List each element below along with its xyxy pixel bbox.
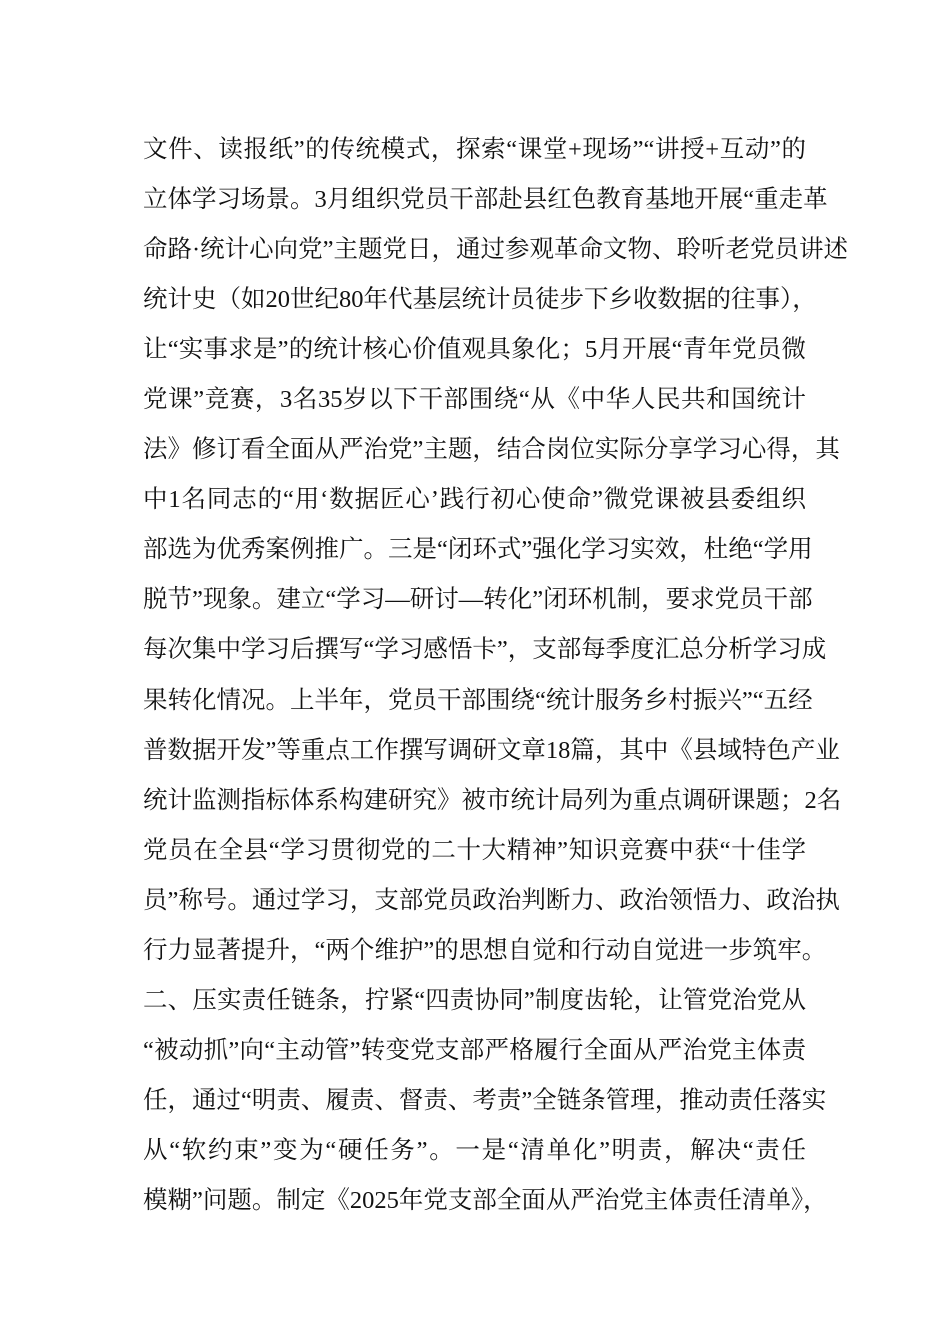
text-line: 果转化情况。上半年，党员干部围绕“统计服务乡村振兴”“五经 — [143, 686, 813, 714]
text-line: 立体学习场景。3月组织党员干部赴县红色教育基地开展“重走革 — [143, 186, 828, 214]
text-line: 中1名同志的“用‘数据匠心’践行初心使命”微党课被县委组织 — [143, 486, 806, 514]
text-line: 模糊”问题。制定《2025年党支部全面从严治党主体责任清单》， — [143, 1186, 828, 1214]
text-line: 让“实事求是”的统计核心价值观具象化；5月开展“青年党员微 — [143, 336, 806, 364]
section-heading-line: 二、压实责任链条，拧紧“四责协同”制度齿轮，让管党治党从 — [143, 986, 806, 1014]
text-line: 普数据开发”等重点工作撰写调研文章18篇，其中《县域特色产业 — [143, 736, 840, 764]
text-line: 统计史（如20世纪80年代基层统计员徒步下乡收数据的往事）， — [143, 286, 817, 314]
text-line: 法》修订看全面从严治党”主题，结合岗位实际分享学习心得，其 — [143, 436, 840, 464]
text-line: 每次集中学习后撰写“学习感悟卡”，支部每季度汇总分析学习成 — [143, 636, 827, 664]
text-line: 脱节”现象。建立“学习—研讨—转化”闭环机制，要求党员干部 — [143, 586, 813, 614]
text-line: 统计监测指标体系构建研究》被市统计局列为重点调研课题；2名 — [143, 786, 842, 814]
text-line: 命路·统计心向党”主题党日，通过参观革命文物、聆听老党员讲述 — [143, 236, 849, 264]
text-line: 党员在全县“学习贯彻党的二十大精神”知识竞赛中获“十佳学 — [143, 836, 806, 864]
text-line: 从“软约束”变为“硬任务”。一是“清单化”明责，解决“责任 — [143, 1136, 806, 1164]
text-line: 文件、读报纸”的传统模式，探索“课堂+现场”“讲授+互动”的 — [143, 136, 806, 163]
text-line: 员”称号。通过学习，支部党员政治判断力、政治领悟力、政治执 — [143, 886, 840, 914]
text-line: 任，通过“明责、履责、督责、考责”全链条管理，推动责任落实 — [143, 1086, 827, 1114]
document-page — [143, 125, 849, 1226]
text-line: 部选为优秀案例推广。三是“闭环式”强化学习实效，杜绝“学用 — [143, 536, 813, 564]
text-line: 党课”竞赛，3名35岁以下干部围绕“从《中华人民共和国统计 — [143, 386, 806, 414]
text-line: 行力显著提升，“两个维护”的思想自觉和行动自觉进一步筑牢。 — [143, 936, 827, 964]
text-line: “被动抓”向“主动管”转变党支部严格履行全面从严治党主体责 — [143, 1036, 806, 1064]
